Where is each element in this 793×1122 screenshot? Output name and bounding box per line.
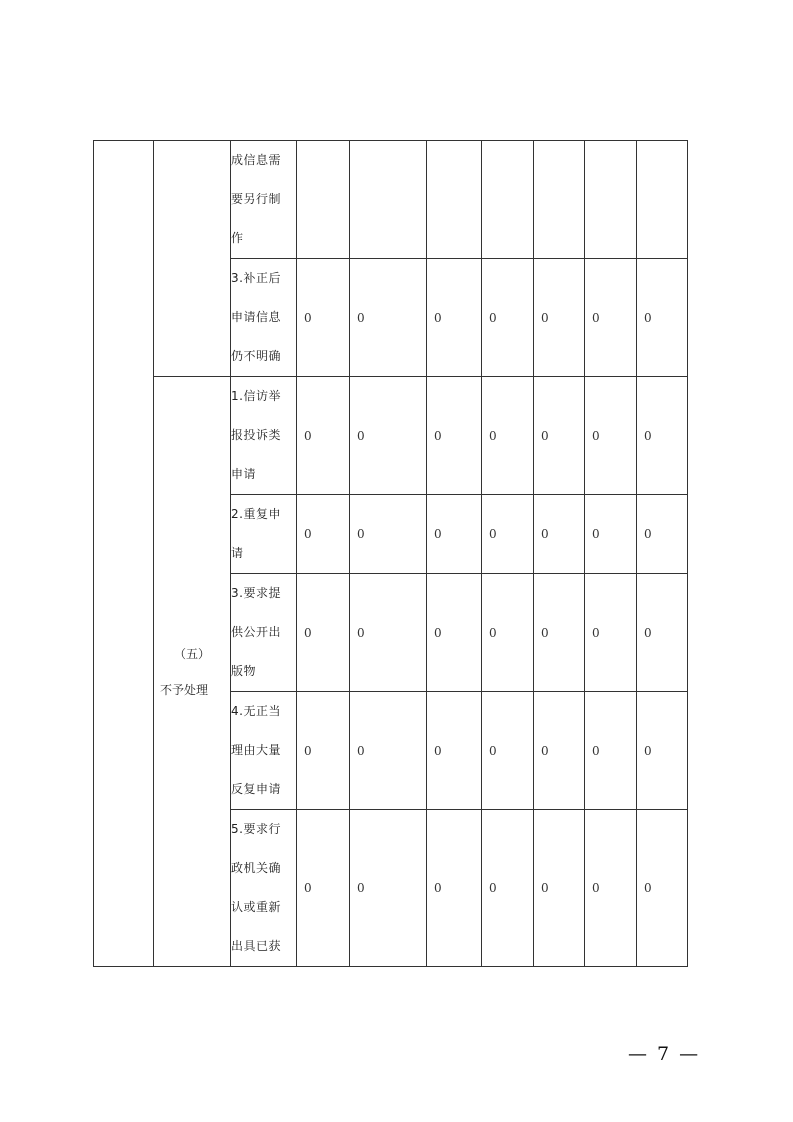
value-cell: [637, 141, 688, 259]
value-cell: 0: [427, 495, 482, 574]
table-row: [94, 141, 688, 259]
value-cell: 0: [297, 810, 350, 967]
value-cell: 0: [482, 259, 534, 377]
value-cell: 0: [297, 377, 350, 495]
value-cell: 0: [637, 259, 688, 377]
value-cell: 0: [637, 692, 688, 810]
item-label: 2.重复申 请: [231, 495, 297, 574]
value-cell: 0: [482, 495, 534, 574]
value-cell: 0: [297, 259, 350, 377]
value-cell: 0: [534, 810, 585, 967]
item-label: 1.信访举 报投诉类 申请: [231, 377, 297, 495]
item-label: 3.补正后 申请信息 仍不明确: [231, 259, 297, 377]
value-cell: 0: [585, 574, 637, 692]
value-cell: 0: [534, 259, 585, 377]
value-cell: 0: [427, 377, 482, 495]
table-row: [94, 377, 688, 495]
value-cell: 0: [534, 574, 585, 692]
value-cell: 0: [427, 259, 482, 377]
value-cell: 0: [350, 574, 427, 692]
statistics-table: [93, 140, 688, 967]
value-cell: 0: [637, 810, 688, 967]
value-cell: 0: [585, 495, 637, 574]
value-cell: 0: [482, 810, 534, 967]
value-cell: 0: [585, 692, 637, 810]
value-cell: [427, 141, 482, 259]
value-cell: 0: [637, 574, 688, 692]
value-cell: 0: [350, 377, 427, 495]
value-cell: 0: [350, 495, 427, 574]
value-cell: 0: [637, 495, 688, 574]
value-cell: [350, 141, 427, 259]
category-label: 不予处理: [160, 682, 209, 697]
value-cell: 0: [585, 377, 637, 495]
value-cell: [482, 141, 534, 259]
value-cell: [297, 141, 350, 259]
value-cell: [534, 141, 585, 259]
value-cell: 0: [350, 692, 427, 810]
value-cell: 0: [427, 692, 482, 810]
value-cell: [585, 141, 637, 259]
value-cell: 0: [585, 810, 637, 967]
value-cell: 0: [534, 495, 585, 574]
item-label: 5.要求行 政机关确 认或重新 出具已获: [231, 810, 297, 967]
value-cell: 0: [350, 810, 427, 967]
value-cell: 0: [637, 377, 688, 495]
value-cell: 0: [350, 259, 427, 377]
value-cell: 0: [427, 574, 482, 692]
item-label: 3.要求提 供公开出 版物: [231, 574, 297, 692]
value-cell: 0: [534, 377, 585, 495]
previous-category-cell: [154, 141, 231, 377]
value-cell: 0: [297, 495, 350, 574]
value-cell: 0: [585, 259, 637, 377]
value-cell: 0: [297, 574, 350, 692]
item-label: 成信息需 要另行制 作: [231, 141, 297, 259]
value-cell: 0: [297, 692, 350, 810]
item-label: 4.无正当 理由大量 反复申请: [231, 692, 297, 810]
page-number: — 7 —: [628, 1043, 701, 1065]
value-cell: 0: [427, 810, 482, 967]
value-cell: 0: [482, 377, 534, 495]
category-number: （五）: [173, 646, 210, 661]
value-cell: 0: [482, 692, 534, 810]
value-cell: 0: [534, 692, 585, 810]
value-cell: 0: [482, 574, 534, 692]
category-cell-not-processed: [154, 377, 231, 967]
outer-category-cell: [94, 141, 154, 967]
